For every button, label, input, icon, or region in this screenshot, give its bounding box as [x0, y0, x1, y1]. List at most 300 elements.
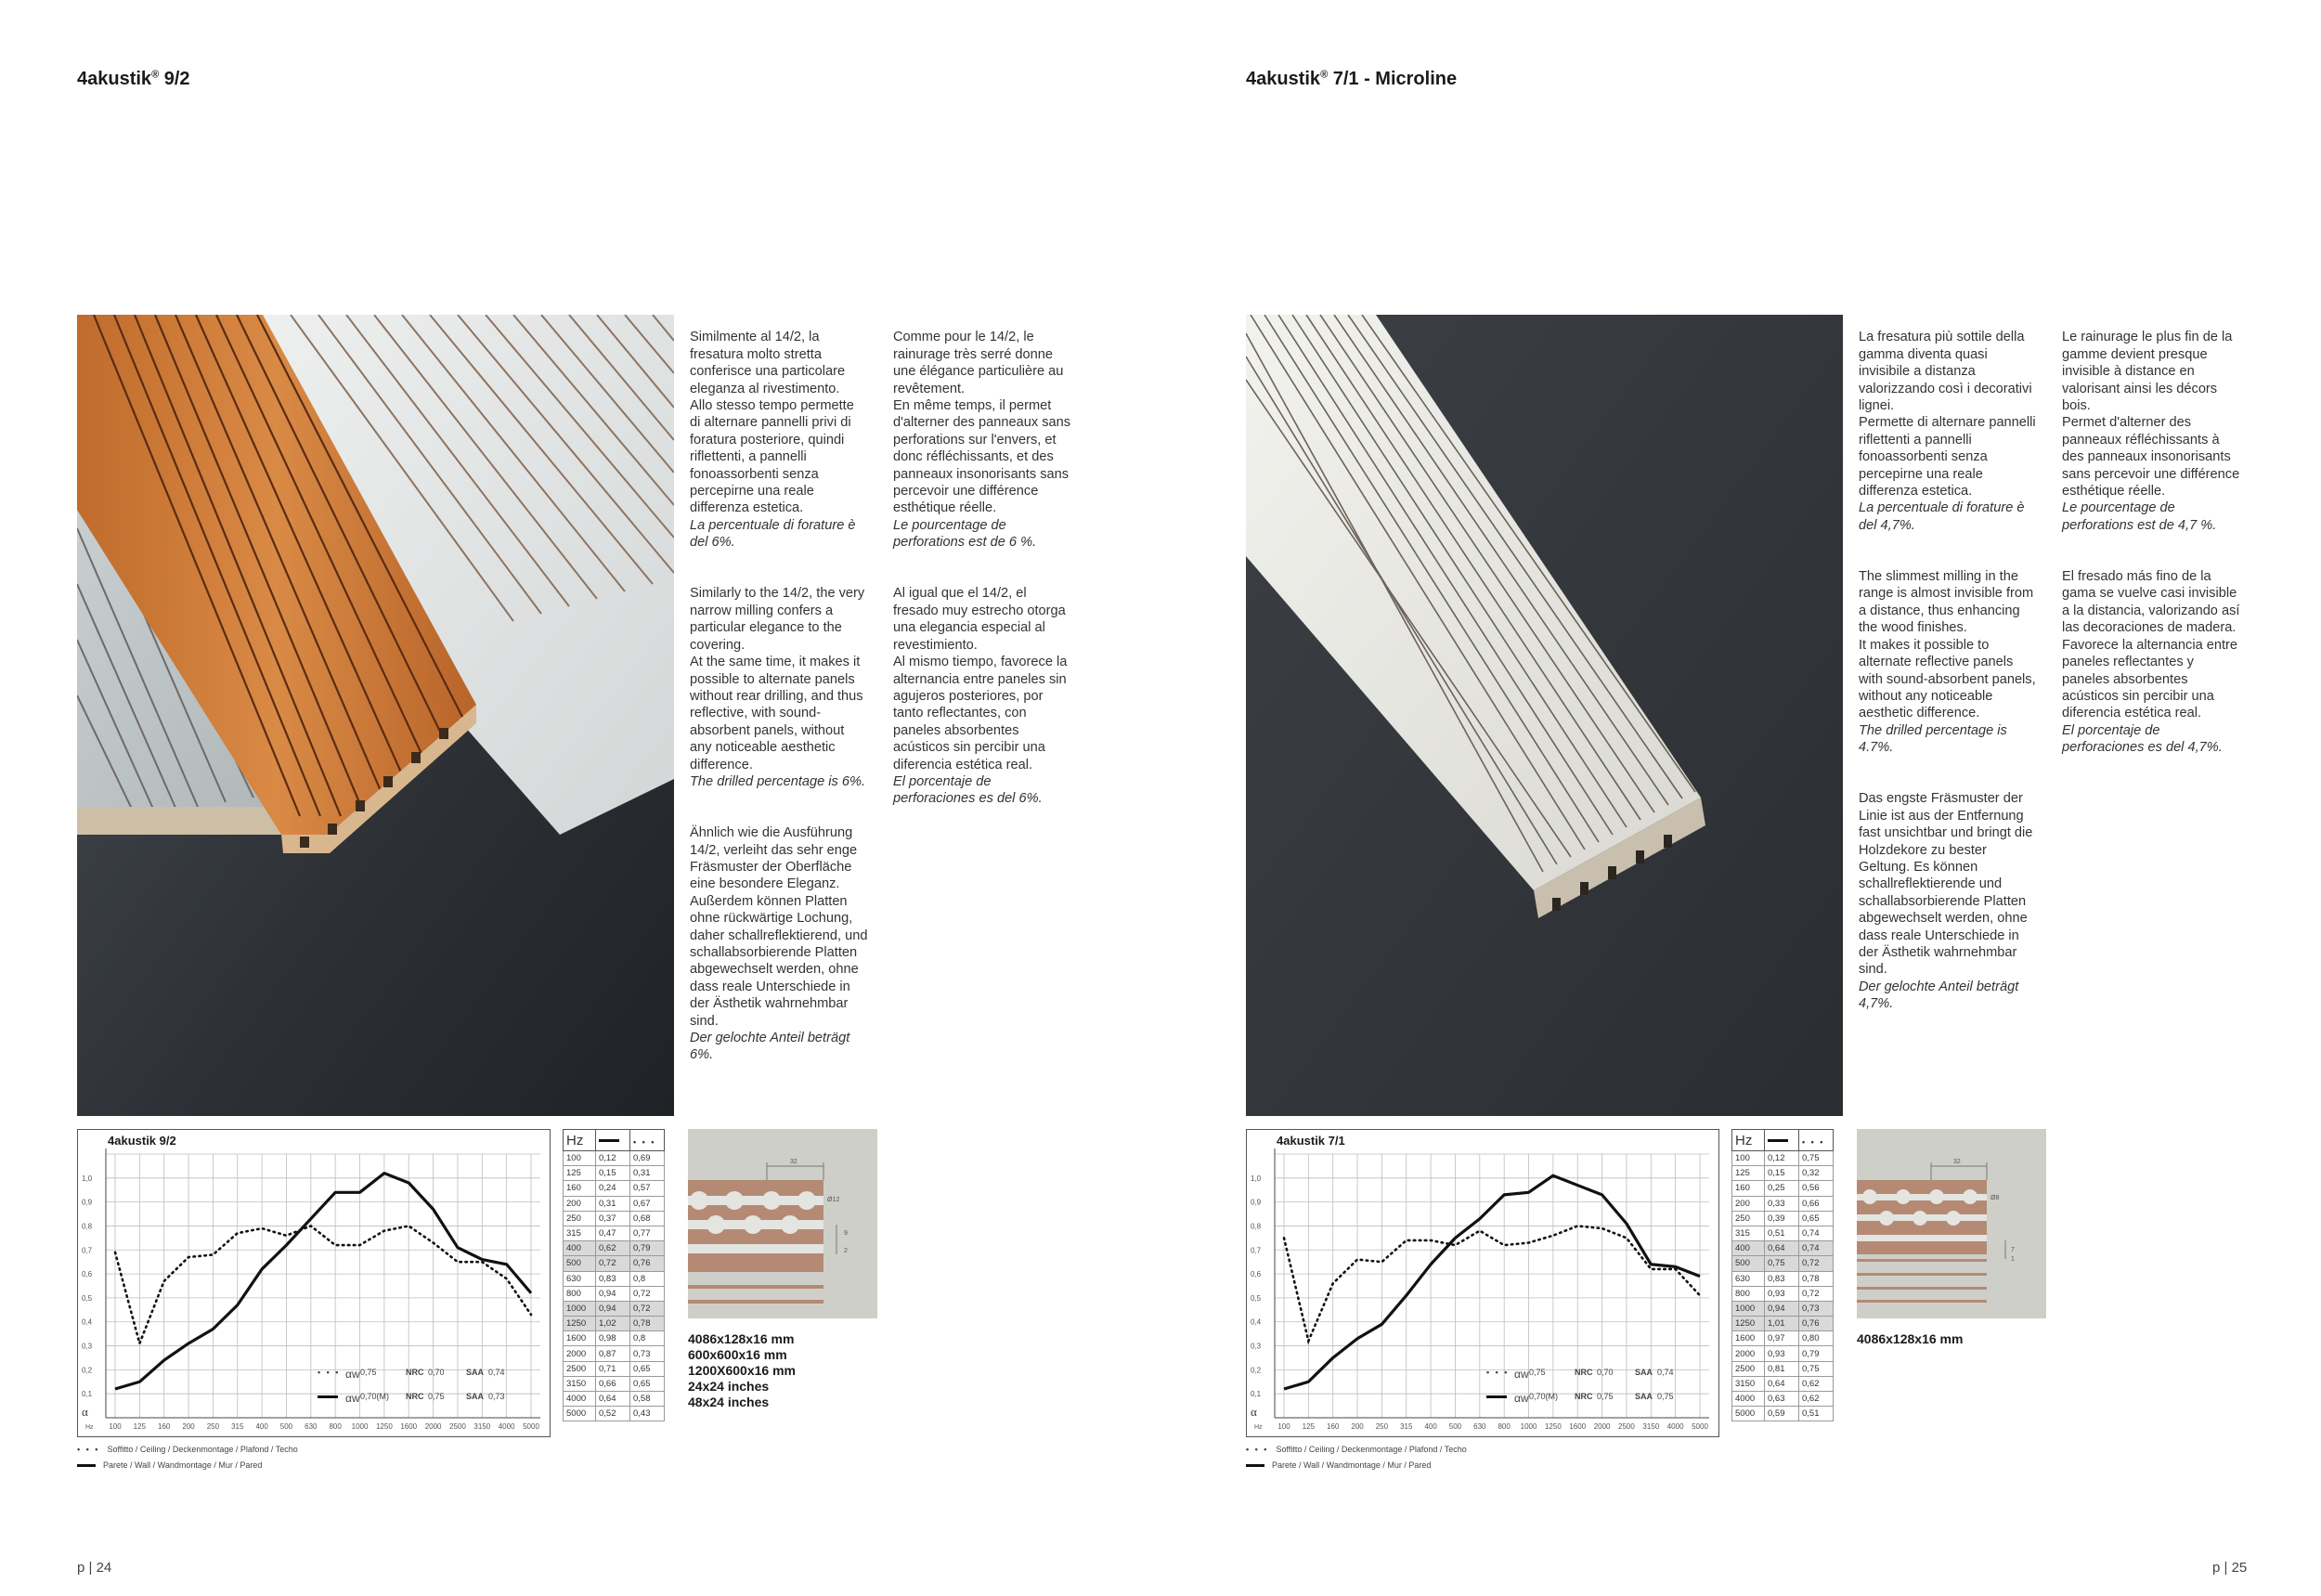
- table-row: [1732, 1211, 1834, 1226]
- paragraph-de: [1859, 790, 2054, 1012]
- table-cell-wall: 0,24: [596, 1181, 630, 1196]
- table-cell-ceiling: 0,74: [1799, 1226, 1834, 1240]
- table-cell-hz: 100: [564, 1151, 596, 1166]
- table-row: [1732, 1196, 1834, 1211]
- table-cell-hz: 400: [1732, 1241, 1765, 1256]
- x-tick-label: 1250: [375, 1422, 393, 1431]
- chart-svg: [1247, 1130, 1718, 1436]
- x-tick-label: 3150: [473, 1422, 491, 1431]
- table-cell-ceiling: 0,8: [630, 1331, 665, 1346]
- perforation-drawing-7-1: [1857, 1129, 2046, 1318]
- table-cell-ceiling: 0,79: [630, 1241, 665, 1256]
- nrc-label: NRC: [1575, 1368, 1593, 1377]
- table-cell-wall: 1,01: [1765, 1317, 1799, 1331]
- table-cell-wall: 0,47: [596, 1226, 630, 1240]
- nrc-label: NRC: [406, 1368, 424, 1377]
- table-row: [564, 1256, 665, 1271]
- text-column-right-2: [2062, 312, 2257, 790]
- text-column-left-2: [893, 312, 1088, 842]
- table-cell-hz: 800: [1732, 1286, 1765, 1301]
- y-tick-label: 0,1: [82, 1390, 93, 1399]
- y-tick-label: 0,7: [1251, 1246, 1262, 1255]
- table-cell-hz: 3150: [1732, 1376, 1765, 1391]
- table-cell-hz: 1600: [1732, 1331, 1765, 1346]
- table-cell-ceiling: 0,51: [1799, 1407, 1834, 1421]
- table-cell-wall: 0,52: [596, 1407, 630, 1421]
- table-cell-ceiling: 0,80: [1799, 1331, 1834, 1346]
- table-cell-hz: 3150: [564, 1376, 596, 1391]
- text-column-right-1: [1859, 312, 2054, 1046]
- table-row: [564, 1271, 665, 1286]
- nrc-label: NRC: [1575, 1392, 1593, 1401]
- paragraph-es: [2062, 568, 2257, 756]
- paragraph-italic: La percentuale di forature è del 4,7%.: [1859, 500, 2025, 533]
- title-main: 4akustik: [77, 69, 152, 89]
- table-cell-wall: 0,39: [1765, 1211, 1799, 1226]
- mount-legend-text: Soffitto / Ceiling / Deckenmontage / Plafond / Techo: [1276, 1445, 1467, 1454]
- x-axis-label: Hz: [85, 1424, 94, 1431]
- aw-label: αw: [345, 1392, 360, 1405]
- table-row: [1732, 1226, 1834, 1240]
- table-row: [1732, 1271, 1834, 1286]
- table-row: [1732, 1286, 1834, 1301]
- x-tick-label: 160: [1327, 1422, 1340, 1431]
- x-tick-label: 4000: [1666, 1422, 1684, 1431]
- table-cell-wall: 0,93: [1765, 1286, 1799, 1301]
- paragraph-italic: The drilled percentage is 6%.: [690, 773, 866, 789]
- x-tick-label: 1600: [1569, 1422, 1587, 1431]
- table-cell-ceiling: 0,65: [630, 1376, 665, 1391]
- table-cell-hz: 1600: [564, 1331, 596, 1346]
- table-cell-ceiling: 0,62: [1799, 1376, 1834, 1391]
- paragraph-text: La fresatura più sottile della gamma diventa quasi invisibile a distanza valorizzando così i decorativi lignei. Permette di alternare pannelli riflettenti a pannelli fonoassorbenti senza percepirne una reale differenza estetica.: [1859, 330, 2036, 500]
- aw-value: 0,70(M): [1529, 1392, 1559, 1401]
- table-cell-hz: 2500: [1732, 1361, 1765, 1376]
- paragraph-text: Le rainurage le plus fin de la gamme devient presque invisible à distance en valorisant ainsi les décors bois. Permet d'alterner des panneaux réfléchissants à des panneaux insonorisants sans percevoir une différence esthétique réelle.: [2062, 330, 2240, 500]
- drawing-dim-b-label: 1: [2011, 1256, 2015, 1263]
- table-cell-ceiling: 0,76: [630, 1256, 665, 1271]
- table-cell-ceiling: 0,68: [630, 1211, 665, 1226]
- x-tick-label: 630: [305, 1422, 318, 1431]
- table-cell-ceiling: 0,72: [1799, 1286, 1834, 1301]
- x-tick-label: 5000: [1692, 1422, 1708, 1431]
- x-tick-label: 2500: [449, 1422, 466, 1431]
- table-cell-hz: 100: [1732, 1151, 1765, 1166]
- mount-legend-solid: [77, 1460, 262, 1470]
- x-tick-label: 1000: [1520, 1422, 1537, 1431]
- table-row: [564, 1226, 665, 1240]
- table-cell-wall: 0,94: [596, 1301, 630, 1316]
- table-cell-hz: 315: [1732, 1226, 1765, 1240]
- table-cell-wall: 0,64: [1765, 1376, 1799, 1391]
- table-row: [1732, 1181, 1834, 1196]
- dotted-line-sample: • • •: [1486, 1368, 1510, 1377]
- table-cell-wall: 0,98: [596, 1331, 630, 1346]
- table-header-hz: Hz: [564, 1130, 596, 1151]
- drawing-pitch-label: 32: [1953, 1159, 1961, 1165]
- series-line-ceiling: [115, 1226, 531, 1343]
- x-tick-label: 125: [133, 1422, 147, 1431]
- table-cell-ceiling: 0,75: [1799, 1361, 1834, 1376]
- saa-value: 0,73: [488, 1392, 505, 1401]
- table-cell-ceiling: 0,31: [630, 1166, 665, 1181]
- page-number-right: p | 25: [2212, 1560, 2248, 1576]
- x-tick-label: 250: [206, 1422, 220, 1431]
- mount-legend-dotted: [77, 1445, 298, 1454]
- y-tick-label: 0,3: [1251, 1342, 1262, 1351]
- y-tick-label: 0,2: [82, 1366, 93, 1375]
- table-cell-ceiling: 0,67: [630, 1196, 665, 1211]
- saa-label: SAA: [1635, 1368, 1653, 1377]
- chart-title: 4akustik 9/2: [108, 1134, 176, 1148]
- paragraph-text: Similmente al 14/2, la fresatura molto stretta conferisce una particolare eleganza al rivestimento. Allo stesso tempo permette di alternare pannelli privi di foratura posteriore, quindi riflettenti, a pannelli fonoassorbenti senza percepirne una reale differenza estetica.: [690, 330, 854, 516]
- title-model: 7/1 - Microline: [1328, 69, 1458, 89]
- x-tick-label: 5000: [523, 1422, 539, 1431]
- table-cell-wall: 0,75: [1765, 1256, 1799, 1271]
- table-cell-wall: 0,33: [1765, 1196, 1799, 1211]
- chart-svg: [78, 1130, 550, 1436]
- x-tick-label: 800: [1498, 1422, 1511, 1431]
- table-cell-ceiling: 0,65: [630, 1361, 665, 1376]
- solid-line-sample: [318, 1395, 338, 1398]
- table-cell-hz: 630: [564, 1271, 596, 1286]
- table-cell-hz: 630: [1732, 1271, 1765, 1286]
- saa-value: 0,74: [1657, 1368, 1674, 1377]
- table-cell-hz: 125: [564, 1166, 596, 1181]
- x-tick-label: 4000: [498, 1422, 515, 1431]
- table-cell-wall: 0,64: [596, 1392, 630, 1407]
- nrc-value: 0,70: [428, 1368, 445, 1377]
- saa-label: SAA: [466, 1392, 485, 1401]
- table-row: [564, 1392, 665, 1407]
- saa-value: 0,75: [1657, 1392, 1674, 1401]
- saa-label: SAA: [1635, 1392, 1653, 1401]
- page-number-left: p | 24: [77, 1560, 112, 1576]
- table-row: [1732, 1392, 1834, 1407]
- x-tick-label: 200: [182, 1422, 195, 1431]
- chart-legend-dotted: [318, 1368, 540, 1382]
- table-cell-hz: 250: [564, 1211, 596, 1226]
- x-tick-label: 100: [1277, 1422, 1290, 1431]
- x-tick-label: 160: [158, 1422, 171, 1431]
- table-cell-hz: 1000: [1732, 1301, 1765, 1316]
- table-header-dotted: • • •: [1799, 1130, 1834, 1151]
- nrc-label: NRC: [406, 1392, 424, 1401]
- title-main: 4akustik: [1246, 69, 1321, 89]
- x-tick-label: 630: [1473, 1422, 1486, 1431]
- table-row: [564, 1361, 665, 1376]
- table-cell-wall: 0,15: [1765, 1166, 1799, 1181]
- table-row: [564, 1181, 665, 1196]
- table-cell-hz: 1250: [564, 1317, 596, 1331]
- drawing-dim-a-label: 9: [844, 1230, 848, 1237]
- paragraph-en: [1859, 568, 2054, 756]
- nrc-value: 0,75: [1597, 1392, 1614, 1401]
- table-row: [564, 1211, 665, 1226]
- table-row: [564, 1301, 665, 1316]
- paragraph-italic: Der gelochte Anteil beträgt 6%.: [690, 1031, 850, 1063]
- table-cell-hz: 2000: [564, 1346, 596, 1361]
- table-header-solid: [1765, 1130, 1799, 1151]
- aw-label: αw: [1514, 1392, 1529, 1405]
- table-cell-hz: 250: [1732, 1211, 1765, 1226]
- paragraph-de: [690, 824, 885, 1064]
- drawing-dim-b-label: 2: [844, 1248, 848, 1254]
- table-row: [1732, 1301, 1834, 1316]
- table-cell-ceiling: 0,72: [1799, 1256, 1834, 1271]
- paragraph-italic: El porcentaje de perforaciones es del 6%.: [893, 773, 1043, 807]
- y-axis-label: α: [82, 1405, 88, 1419]
- table-cell-ceiling: 0,72: [630, 1286, 665, 1301]
- solid-line-sample: [1486, 1395, 1507, 1398]
- table-cell-hz: 200: [1732, 1196, 1765, 1211]
- x-tick-label: 500: [279, 1422, 293, 1431]
- y-tick-label: 0,7: [82, 1246, 93, 1255]
- table-row: [564, 1376, 665, 1391]
- paragraph-fr: [2062, 329, 2257, 534]
- paragraph-italic: El porcentaje de perforaciones es del 4,7%.: [2062, 722, 2223, 756]
- paragraph-text: Das engste Fräsmuster der Linie ist aus der Entfernung fast unsichtbar und bringt die Holzdekore zu bester Geltung. Es können schallreflektierende und schallabsorbierende Platten abgewechselt werden, ohne dass reale Unterschiede in der Ästhetik wahrnehmbar sind.: [1859, 791, 2033, 978]
- x-tick-label: 2000: [1593, 1422, 1611, 1431]
- table-cell-hz: 5000: [1732, 1407, 1765, 1421]
- paragraph-es: [893, 585, 1088, 807]
- mount-legend-dotted: [1246, 1445, 1467, 1454]
- y-axis-label: α: [1251, 1405, 1257, 1419]
- table-cell-ceiling: 0,69: [630, 1151, 665, 1166]
- title-reg: ®: [151, 69, 160, 81]
- paragraph-text: Comme pour le 14/2, le rainurage très serré donne une élégance particulière au revêtement. En même temps, il permet d'alterner des panneaux sans perforations sur l'envers, et donc réfléchissants, et des panneaux insonorisants sans percevoir une différence esthétique réelle.: [893, 330, 1071, 516]
- x-tick-label: 200: [1351, 1422, 1364, 1431]
- table-cell-ceiling: 0,56: [1799, 1181, 1834, 1196]
- mount-legend-text: Parete / Wall / Wandmontage / Mur / Pared: [1272, 1460, 1432, 1470]
- nrc-value: 0,70: [1597, 1368, 1614, 1377]
- table-cell-wall: 0,93: [1765, 1346, 1799, 1361]
- page-title-right: [1246, 69, 1457, 90]
- y-tick-label: 0,6: [1251, 1270, 1262, 1279]
- paragraph-italic: Le pourcentage de perforations est de 4,7 %.: [2062, 500, 2217, 533]
- paragraph-italic: Der gelochte Anteil beträgt 4,7%.: [1859, 979, 2019, 1012]
- table-cell-hz: 4000: [1732, 1392, 1765, 1407]
- drawing-pitch-label: 32: [790, 1159, 797, 1165]
- table-row: [564, 1151, 665, 1166]
- title-model: 9/2: [159, 69, 190, 89]
- table-cell-ceiling: 0,43: [630, 1407, 665, 1421]
- table-cell-ceiling: 0,8: [630, 1271, 665, 1286]
- table-cell-wall: 0,12: [1765, 1151, 1799, 1166]
- table-cell-wall: 0,71: [596, 1361, 630, 1376]
- table-cell-hz: 800: [564, 1286, 596, 1301]
- drawing-dim-a-label: 7: [2011, 1247, 2015, 1253]
- table-cell-wall: 0,31: [596, 1196, 630, 1211]
- x-tick-label: 3150: [1642, 1422, 1660, 1431]
- y-tick-label: 0,5: [1251, 1293, 1262, 1303]
- table-cell-ceiling: 0,75: [1799, 1151, 1834, 1166]
- table-cell-ceiling: 0,57: [630, 1181, 665, 1196]
- table-cell-wall: 0,25: [1765, 1181, 1799, 1196]
- table-cell-hz: 500: [1732, 1256, 1765, 1271]
- x-axis-label: Hz: [1254, 1424, 1263, 1431]
- y-tick-label: 0,8: [82, 1222, 93, 1231]
- drawing-hole-label: Ø12: [827, 1197, 840, 1203]
- table-cell-wall: 0,97: [1765, 1331, 1799, 1346]
- table-cell-ceiling: 0,78: [1799, 1271, 1834, 1286]
- table-row: [1732, 1241, 1834, 1256]
- table-row: [564, 1346, 665, 1361]
- text-column-left-1: [690, 312, 885, 1098]
- x-tick-label: 1250: [1544, 1422, 1562, 1431]
- y-tick-label: 0,8: [1251, 1222, 1262, 1231]
- chart-legend-solid: [1486, 1392, 1709, 1407]
- table-row: [1732, 1151, 1834, 1166]
- table-cell-wall: 0,66: [596, 1376, 630, 1391]
- table-header-solid: [596, 1130, 630, 1151]
- table-cell-hz: 1250: [1732, 1317, 1765, 1331]
- table-cell-wall: 0,51: [1765, 1226, 1799, 1240]
- paragraph-italic: La percentuale di forature è del 6%.: [690, 517, 856, 551]
- table-cell-wall: 0,64: [1765, 1241, 1799, 1256]
- table-cell-wall: 0,62: [596, 1241, 630, 1256]
- nrc-value: 0,75: [428, 1392, 445, 1401]
- table-cell-wall: 0,37: [596, 1211, 630, 1226]
- x-tick-label: 800: [329, 1422, 342, 1431]
- table-cell-ceiling: 0,32: [1799, 1166, 1834, 1181]
- absorption-table-7-1: [1731, 1129, 1834, 1421]
- table-cell-wall: 0,81: [1765, 1361, 1799, 1376]
- table-cell-ceiling: 0,73: [1799, 1301, 1834, 1316]
- title-reg: ®: [1320, 69, 1329, 81]
- table-cell-wall: 0,72: [596, 1256, 630, 1271]
- y-tick-label: 0,6: [82, 1270, 93, 1279]
- paragraph-text: Similarly to the 14/2, the very narrow milling confers a particular elegance to the covering. At the same time, it makes it possible to alternate panels without rear drilling, and thus reflective, with sound- absorbent panels, without any noticeable aesthetic difference.: [690, 586, 865, 772]
- table-cell-ceiling: 0,79: [1799, 1346, 1834, 1361]
- table-row: [564, 1241, 665, 1256]
- table-cell-hz: 125: [1732, 1166, 1765, 1181]
- table-row: [564, 1331, 665, 1346]
- table-cell-wall: 0,59: [1765, 1407, 1799, 1421]
- absorption-chart-7-1: [1246, 1129, 1719, 1437]
- paragraph-it: [1859, 329, 2054, 534]
- saa-value: 0,74: [488, 1368, 505, 1377]
- table-cell-ceiling: 0,65: [1799, 1211, 1834, 1226]
- table-row: [1732, 1331, 1834, 1346]
- y-tick-label: 1,0: [1251, 1174, 1262, 1183]
- table-cell-hz: 160: [564, 1181, 596, 1196]
- dimensions-9-2: 4086x128x16 mm 600x600x16 mm 1200X600x16 mm 24x24 inches 48x24 inches: [688, 1331, 796, 1409]
- table-cell-hz: 2000: [1732, 1346, 1765, 1361]
- series-line-wall: [115, 1174, 531, 1389]
- chart-title: 4akustik 7/1: [1277, 1134, 1345, 1148]
- table-cell-hz: 4000: [564, 1392, 596, 1407]
- y-tick-label: 0,9: [82, 1198, 93, 1207]
- table-row: [1732, 1317, 1834, 1331]
- aw-value: 0,75: [1529, 1368, 1546, 1377]
- x-tick-label: 2000: [424, 1422, 442, 1431]
- table-row: [1732, 1361, 1834, 1376]
- table-cell-wall: 0,63: [1765, 1392, 1799, 1407]
- table-cell-ceiling: 0,58: [630, 1392, 665, 1407]
- x-tick-label: 315: [231, 1422, 244, 1431]
- x-tick-label: 500: [1448, 1422, 1462, 1431]
- y-tick-label: 1,0: [82, 1174, 93, 1183]
- product-photo-7-1: [1246, 315, 1843, 1116]
- paragraph-fr: [893, 329, 1088, 551]
- dotted-line-sample: • • •: [1246, 1445, 1269, 1454]
- table-row: [564, 1286, 665, 1301]
- table-cell-wall: 0,15: [596, 1166, 630, 1181]
- paragraph-text: Al igual que el 14/2, el fresado muy estrecho otorga una elegancia especial al revestimiento. Al mismo tiempo, favorece la alternancia entre paneles sin agujeros posteriores, por tanto reflectantes, con paneles absorbentes acústicos sin percibir una diferencia estética real.: [893, 586, 1068, 772]
- table-cell-ceiling: 0,72: [630, 1301, 665, 1316]
- table-row: [1732, 1256, 1834, 1271]
- y-tick-label: 0,3: [82, 1342, 93, 1351]
- table-cell-wall: 0,83: [1765, 1271, 1799, 1286]
- solid-line-sample: [77, 1464, 96, 1467]
- page-title-left: [77, 69, 190, 90]
- paragraph-italic: Le pourcentage de perforations est de 6 %.: [893, 517, 1037, 551]
- aw-value: 0,75: [360, 1368, 377, 1377]
- table-cell-wall: 0,12: [596, 1151, 630, 1166]
- table-row: [1732, 1166, 1834, 1181]
- table-cell-ceiling: 0,74: [1799, 1241, 1834, 1256]
- x-tick-label: 400: [255, 1422, 268, 1431]
- table-cell-hz: 1000: [564, 1301, 596, 1316]
- absorption-chart-9-2: [77, 1129, 551, 1437]
- paragraph-it: [690, 329, 885, 551]
- chart-legend-solid: [318, 1392, 540, 1407]
- table-cell-ceiling: 0,66: [1799, 1196, 1834, 1211]
- solid-line-sample: [1246, 1464, 1264, 1467]
- x-tick-label: 125: [1302, 1422, 1316, 1431]
- mount-legend-text: Parete / Wall / Wandmontage / Mur / Pared: [103, 1460, 263, 1470]
- table-cell-hz: 200: [564, 1196, 596, 1211]
- perforation-drawing-9-2: [688, 1129, 877, 1318]
- x-tick-label: 250: [1375, 1422, 1389, 1431]
- y-tick-label: 0,4: [1251, 1317, 1262, 1327]
- table-cell-hz: 2500: [564, 1361, 596, 1376]
- aw-label: αw: [1514, 1368, 1529, 1381]
- table-cell-hz: 315: [564, 1226, 596, 1240]
- x-tick-label: 1600: [400, 1422, 418, 1431]
- product-photo-9-2: [77, 315, 674, 1116]
- table-cell-ceiling: 0,73: [630, 1346, 665, 1361]
- table-cell-hz: 160: [1732, 1181, 1765, 1196]
- absorption-table-9-2: [563, 1129, 665, 1421]
- x-tick-label: 1000: [351, 1422, 369, 1431]
- table-cell-hz: 5000: [564, 1407, 596, 1421]
- y-tick-label: 0,9: [1251, 1198, 1262, 1207]
- table-cell-hz: 400: [564, 1241, 596, 1256]
- table-cell-wall: 0,94: [1765, 1301, 1799, 1316]
- y-tick-label: 0,4: [82, 1317, 93, 1327]
- table-cell-ceiling: 0,77: [630, 1226, 665, 1240]
- table-cell-hz: 500: [564, 1256, 596, 1271]
- y-tick-label: 0,1: [1251, 1390, 1262, 1399]
- table-cell-wall: 0,87: [596, 1346, 630, 1361]
- paragraph-text: Ähnlich wie die Ausführung 14/2, verleiht das sehr enge Fräsmuster der Oberfläche eine besondere Eleganz. Außerdem können Platten ohne rückwärtige Lochung, daher schallreflektierend, und schallabsorbierende Platten abgewechselt werden, ohne dass reale Unterschiede in der Ästhetik wahrnehmbar sind.: [690, 825, 868, 1029]
- table-cell-wall: 0,94: [596, 1286, 630, 1301]
- aw-value: 0,70(M): [360, 1392, 390, 1401]
- table-row: [564, 1196, 665, 1211]
- paragraph-text: The slimmest milling in the range is almost invisible from a distance, thus enhancing the wood finishes. It makes it possible to alternate reflective panels with sound-absorbent panels, without any noticeable aesthetic difference.: [1859, 569, 2036, 721]
- paragraph-italic: The drilled percentage is 4.7%.: [1859, 722, 2007, 756]
- mount-legend-solid: [1246, 1460, 1431, 1470]
- x-tick-label: 2500: [1618, 1422, 1635, 1431]
- table-row: [564, 1407, 665, 1421]
- dimensions-7-1: 4086x128x16 mm: [1857, 1331, 1964, 1346]
- dotted-line-sample: • • •: [318, 1368, 341, 1377]
- x-tick-label: 100: [109, 1422, 122, 1431]
- x-tick-label: 315: [1400, 1422, 1413, 1431]
- chart-legend-dotted: [1486, 1368, 1709, 1382]
